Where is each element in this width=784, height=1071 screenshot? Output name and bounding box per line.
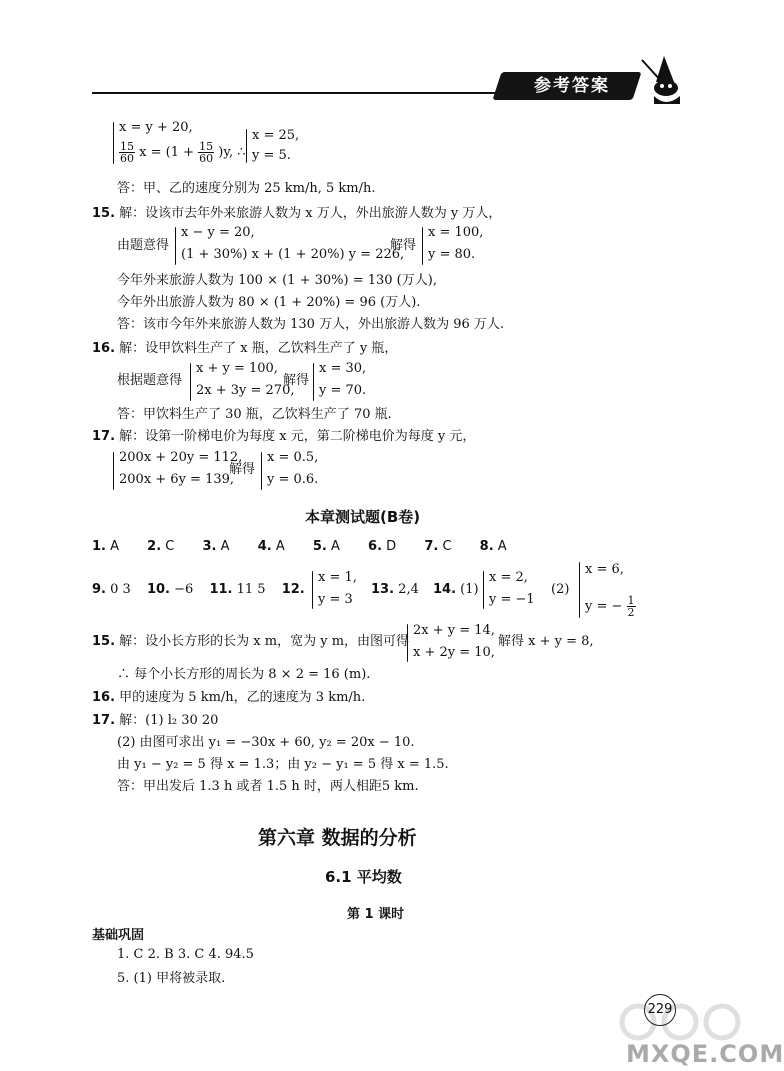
answer: 答：甲出发后 1.3 h 或者 1.5 h 时，两人相距5 km. xyxy=(117,779,419,794)
text-line: 今年外来旅游人数为 100 × (1 + 30%) = 130 (万人), xyxy=(117,273,437,288)
text-line: 5. (1) 甲将被录取. xyxy=(117,971,226,986)
equation: x + 2y = 10, xyxy=(413,645,495,660)
problem-16b: 16. 甲的速度为 5 km/h，乙的速度为 3 km/h. xyxy=(92,690,366,705)
fraction: $\frac{15}{60}$ xyxy=(199,140,214,165)
brace xyxy=(246,129,247,163)
solve: 解得 xyxy=(283,373,310,388)
brace xyxy=(113,452,114,490)
answer-item: 13. 2,4 14. (1) xyxy=(371,582,479,597)
lead: 由题意得 xyxy=(117,238,170,253)
part-label: (2) xyxy=(551,582,570,597)
brace xyxy=(175,227,176,265)
brace xyxy=(190,363,191,401)
subsection-title: 基础巩固 xyxy=(92,928,145,943)
equation: $\frac{15}{60}$ x = (1 + $\frac{15}{60}$ )y, ∴ xyxy=(120,140,246,165)
text-line: 今年外出旅游人数为 80 × (1 + 20%) = 96 (万人). xyxy=(117,295,421,310)
equation: x − y = 20, xyxy=(181,225,255,240)
lesson-title: 第 1 课时 xyxy=(347,907,405,922)
fraction: $\frac{1}{2}$ xyxy=(627,594,635,619)
solve: 解得 xyxy=(229,462,256,477)
answer: 答：甲饮料生产了 30 瓶，乙饮料生产了 70 瓶. xyxy=(117,407,392,422)
brace xyxy=(483,571,484,609)
brace xyxy=(313,363,314,401)
section-title: 本章测试题(B卷) xyxy=(305,508,421,526)
solution: x = 2, xyxy=(489,570,528,585)
wizard-icon xyxy=(640,52,690,108)
header-rule xyxy=(92,92,500,94)
equation: 200x + 6y = 139, xyxy=(119,472,235,487)
brace xyxy=(113,122,114,164)
solution: y = 5. xyxy=(252,148,291,163)
solve: 解得 xyxy=(390,238,417,253)
problem-15: 15. 解：设该市去年外来旅游人数为 x 万人，外出旅游人数为 y 万人， xyxy=(92,206,502,221)
solution: y = − $\frac{1}{2}$ xyxy=(585,594,635,619)
fraction: $\frac{15}{60}$ xyxy=(120,140,134,165)
equation: x + y = 100, xyxy=(196,361,278,376)
brace xyxy=(261,452,262,490)
brace xyxy=(422,227,423,265)
watermark-text: MXQE.COM xyxy=(626,1040,784,1068)
equation: x = y + 20, xyxy=(119,120,193,135)
solution: y = −1 xyxy=(489,592,535,607)
answer: 答：甲、乙的速度分别为 25 km/h, 5 km/h. xyxy=(117,181,376,196)
problem-15b: 15. 解：设小长方形的长为 x m，宽为 y m，由图可得 xyxy=(92,634,410,649)
section-title: 6.1 平均数 xyxy=(325,868,402,886)
answer: 答：该市今年外来旅游人数为 130 万人，外出旅游人数为 96 万人. xyxy=(117,317,505,332)
brace xyxy=(579,562,580,618)
text-line: 1. C 2. B 3. C 4. 94.5 xyxy=(117,947,254,962)
problem-17b: 17. 解：(1) l₂ 30 20 xyxy=(92,713,219,728)
solution: x = 1, xyxy=(318,570,357,585)
equation: (1 + 30%) x + (1 + 20%) y = 226, xyxy=(181,247,405,262)
solution: x = 6, xyxy=(585,562,624,577)
text-line: 由 y₁ − y₂ = 5 得 x = 1.3；由 y₂ − y₁ = 5 得 x = 1.5. xyxy=(117,757,449,772)
solution: x = 30, xyxy=(319,361,367,376)
chapter-title: 第六章 数据的分析 xyxy=(258,827,417,849)
solution: y = 80. xyxy=(428,247,476,262)
text-line: (2) 由图可求出 y₁ = −30x + 60, y₂ = 20x − 10. xyxy=(117,735,415,750)
solution: y = 70. xyxy=(319,383,367,398)
solution: y = 0.6. xyxy=(267,472,319,487)
solution: y = 3 xyxy=(318,592,353,607)
equation: 200x + 20y = 112, xyxy=(119,450,243,465)
problem-17: 17. 解：设第一阶梯电价为每度 x 元，第二阶梯电价为每度 y 元， xyxy=(92,429,476,444)
equation: 2x + 3y = 270, xyxy=(196,383,295,398)
page-number: 229 xyxy=(644,994,676,1026)
equation: 2x + y = 14, xyxy=(413,623,495,638)
brace xyxy=(407,624,408,662)
lead: 根据题意得 xyxy=(117,373,183,388)
brace xyxy=(312,571,313,609)
solution: 解得 x + y = 8, xyxy=(498,634,594,649)
answer-row: 1. A 2. C 3. A 4. A 5. A 6. D 7. C 8. A xyxy=(92,539,507,554)
header-title: 参考答案 xyxy=(534,76,610,96)
solution: x = 0.5, xyxy=(267,450,319,465)
solution: x = 25, xyxy=(252,128,300,143)
answer-row: 9. 0 3 10. −6 11. 11 5 12. xyxy=(92,582,305,597)
text-line: ∴ 每个小长方形的周长为 8 × 2 = 16 (m). xyxy=(117,667,371,682)
solution: x = 100, xyxy=(428,225,484,240)
problem-16: 16. 解：设甲饮料生产了 x 瓶，乙饮料生产了 y 瓶， xyxy=(92,341,398,356)
